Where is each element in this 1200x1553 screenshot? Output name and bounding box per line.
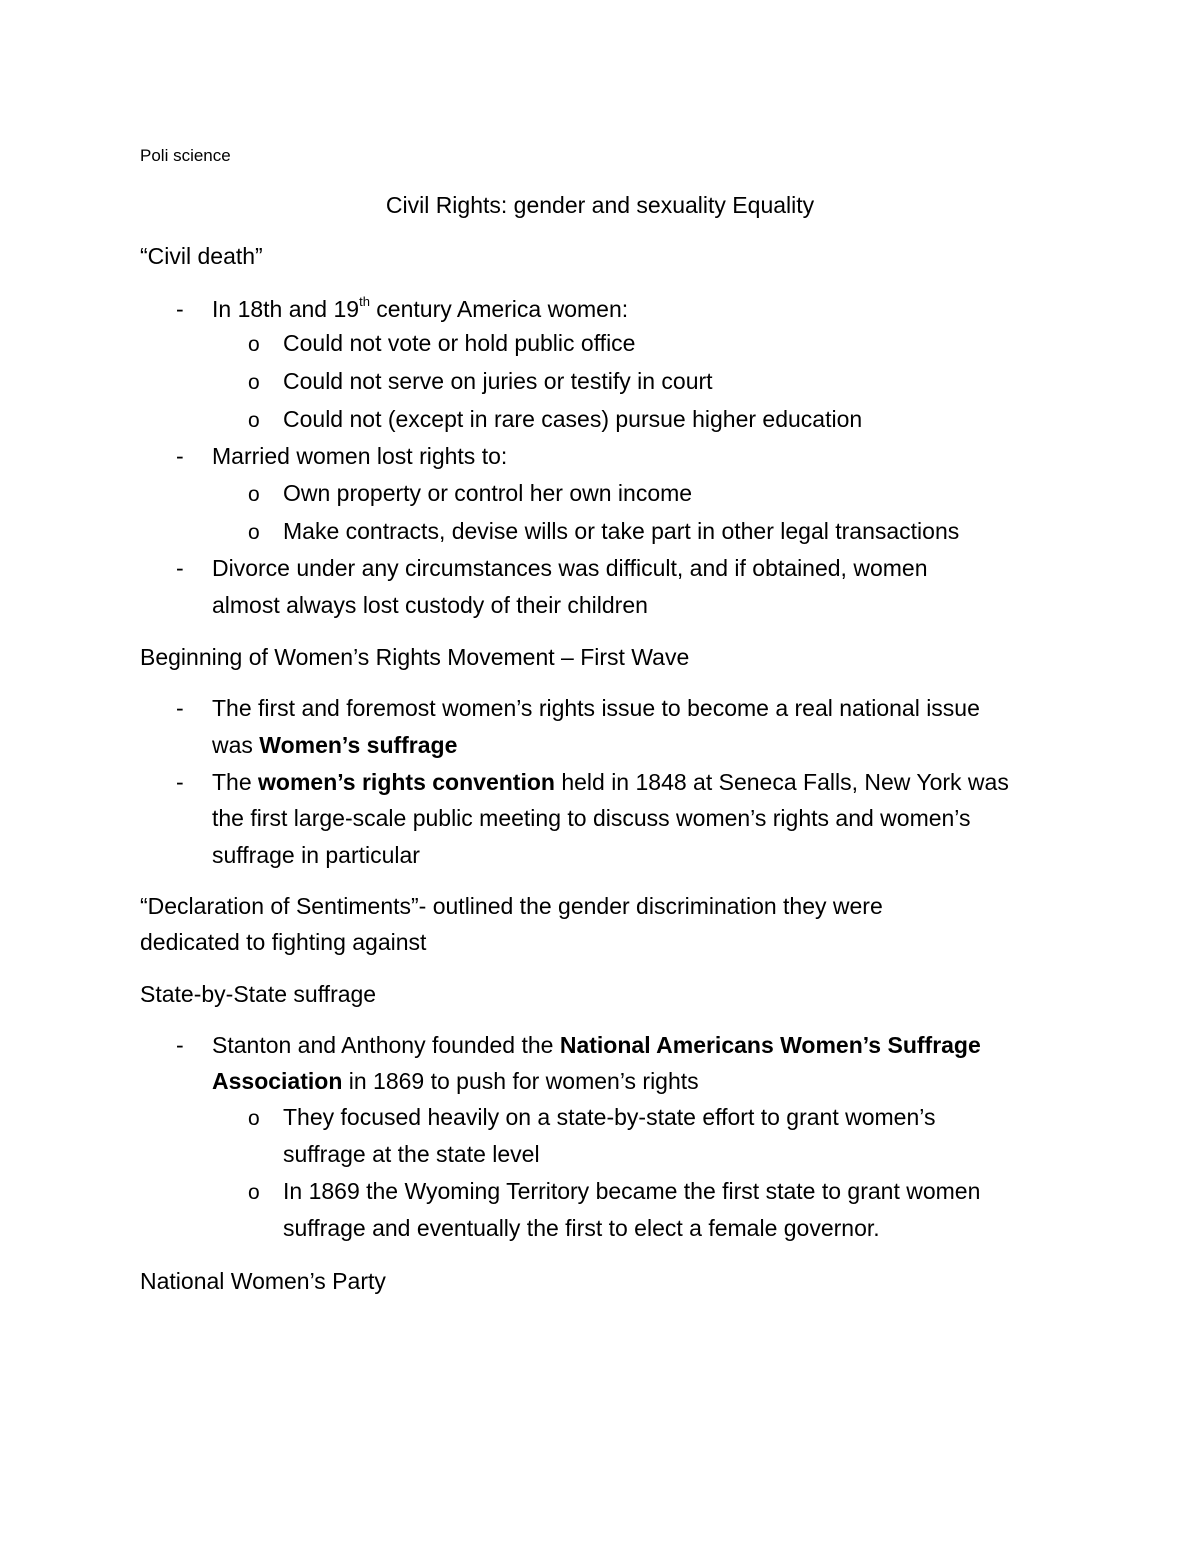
section-heading-state-suffrage: State-by-State suffrage <box>140 981 377 1007</box>
paragraph-declaration: “Declaration of Sentiments”- outlined the gender discrimination they were <box>140 893 883 919</box>
dash-bullet: - <box>176 769 184 795</box>
list-item: Stanton and Anthony founded the National Americans Women’s Suffrage <box>212 1032 981 1058</box>
list-item: Divorce under any circumstances was difficult, and if obtained, women <box>212 555 928 581</box>
circle-bullet: o <box>248 1181 260 1204</box>
dash-bullet: - <box>176 443 184 469</box>
circle-bullet: o <box>248 521 260 544</box>
list-item-continuation: was Women’s suffrage <box>212 732 458 758</box>
circle-bullet: o <box>248 483 260 506</box>
sub-list-item: Own property or control her own income <box>283 480 693 506</box>
paragraph-continuation: dedicated to fighting against <box>140 929 427 955</box>
circle-bullet: o <box>248 371 260 394</box>
section-heading-civil-death: “Civil death” <box>140 243 263 269</box>
circle-bullet: o <box>248 333 260 356</box>
dash-bullet: - <box>176 555 184 581</box>
sub-list-item: Could not vote or hold public office <box>283 330 636 356</box>
list-item-continuation: suffrage in particular <box>212 842 420 868</box>
list-item-continuation: almost always lost custody of their children <box>212 592 648 618</box>
sub-list-item-continuation: suffrage at the state level <box>283 1141 540 1167</box>
section-heading-national-womens-party: National Women’s Party <box>140 1268 386 1294</box>
list-item: The women’s rights convention held in 1848 at Seneca Falls, New York was <box>212 769 1009 795</box>
list-item-continuation: the first large-scale public meeting to discuss women’s rights and women’s <box>212 805 971 831</box>
sub-list-item: Could not (except in rare cases) pursue higher education <box>283 406 863 432</box>
dash-bullet: - <box>176 296 184 322</box>
page-title: Civil Rights: gender and sexuality Equality <box>385 192 815 218</box>
list-item-continuation: Association in 1869 to push for women’s rights <box>212 1068 699 1094</box>
sub-list-item: Make contracts, devise wills or take part in other legal transactions <box>283 518 960 544</box>
list-item: Married women lost rights to: <box>212 443 508 469</box>
circle-bullet: o <box>248 1107 260 1130</box>
sub-list-item: In 1869 the Wyoming Territory became the first state to grant women <box>283 1178 981 1204</box>
section-heading-first-wave: Beginning of Women’s Rights Movement – First Wave <box>140 644 690 670</box>
sub-list-item: Could not serve on juries or testify in court <box>283 368 713 394</box>
circle-bullet: o <box>248 409 260 432</box>
dash-bullet: - <box>176 695 184 721</box>
list-item: The first and foremost women’s rights issue to become a real national issue <box>212 695 980 721</box>
sub-list-item: They focused heavily on a state-by-state effort to grant women’s <box>283 1104 936 1130</box>
course-label: Poli science <box>140 146 231 165</box>
sub-list-item-continuation: suffrage and eventually the first to elect a female governor. <box>283 1215 880 1241</box>
list-item: In 18th and 19th century America women: <box>212 294 629 322</box>
dash-bullet: - <box>176 1032 184 1058</box>
